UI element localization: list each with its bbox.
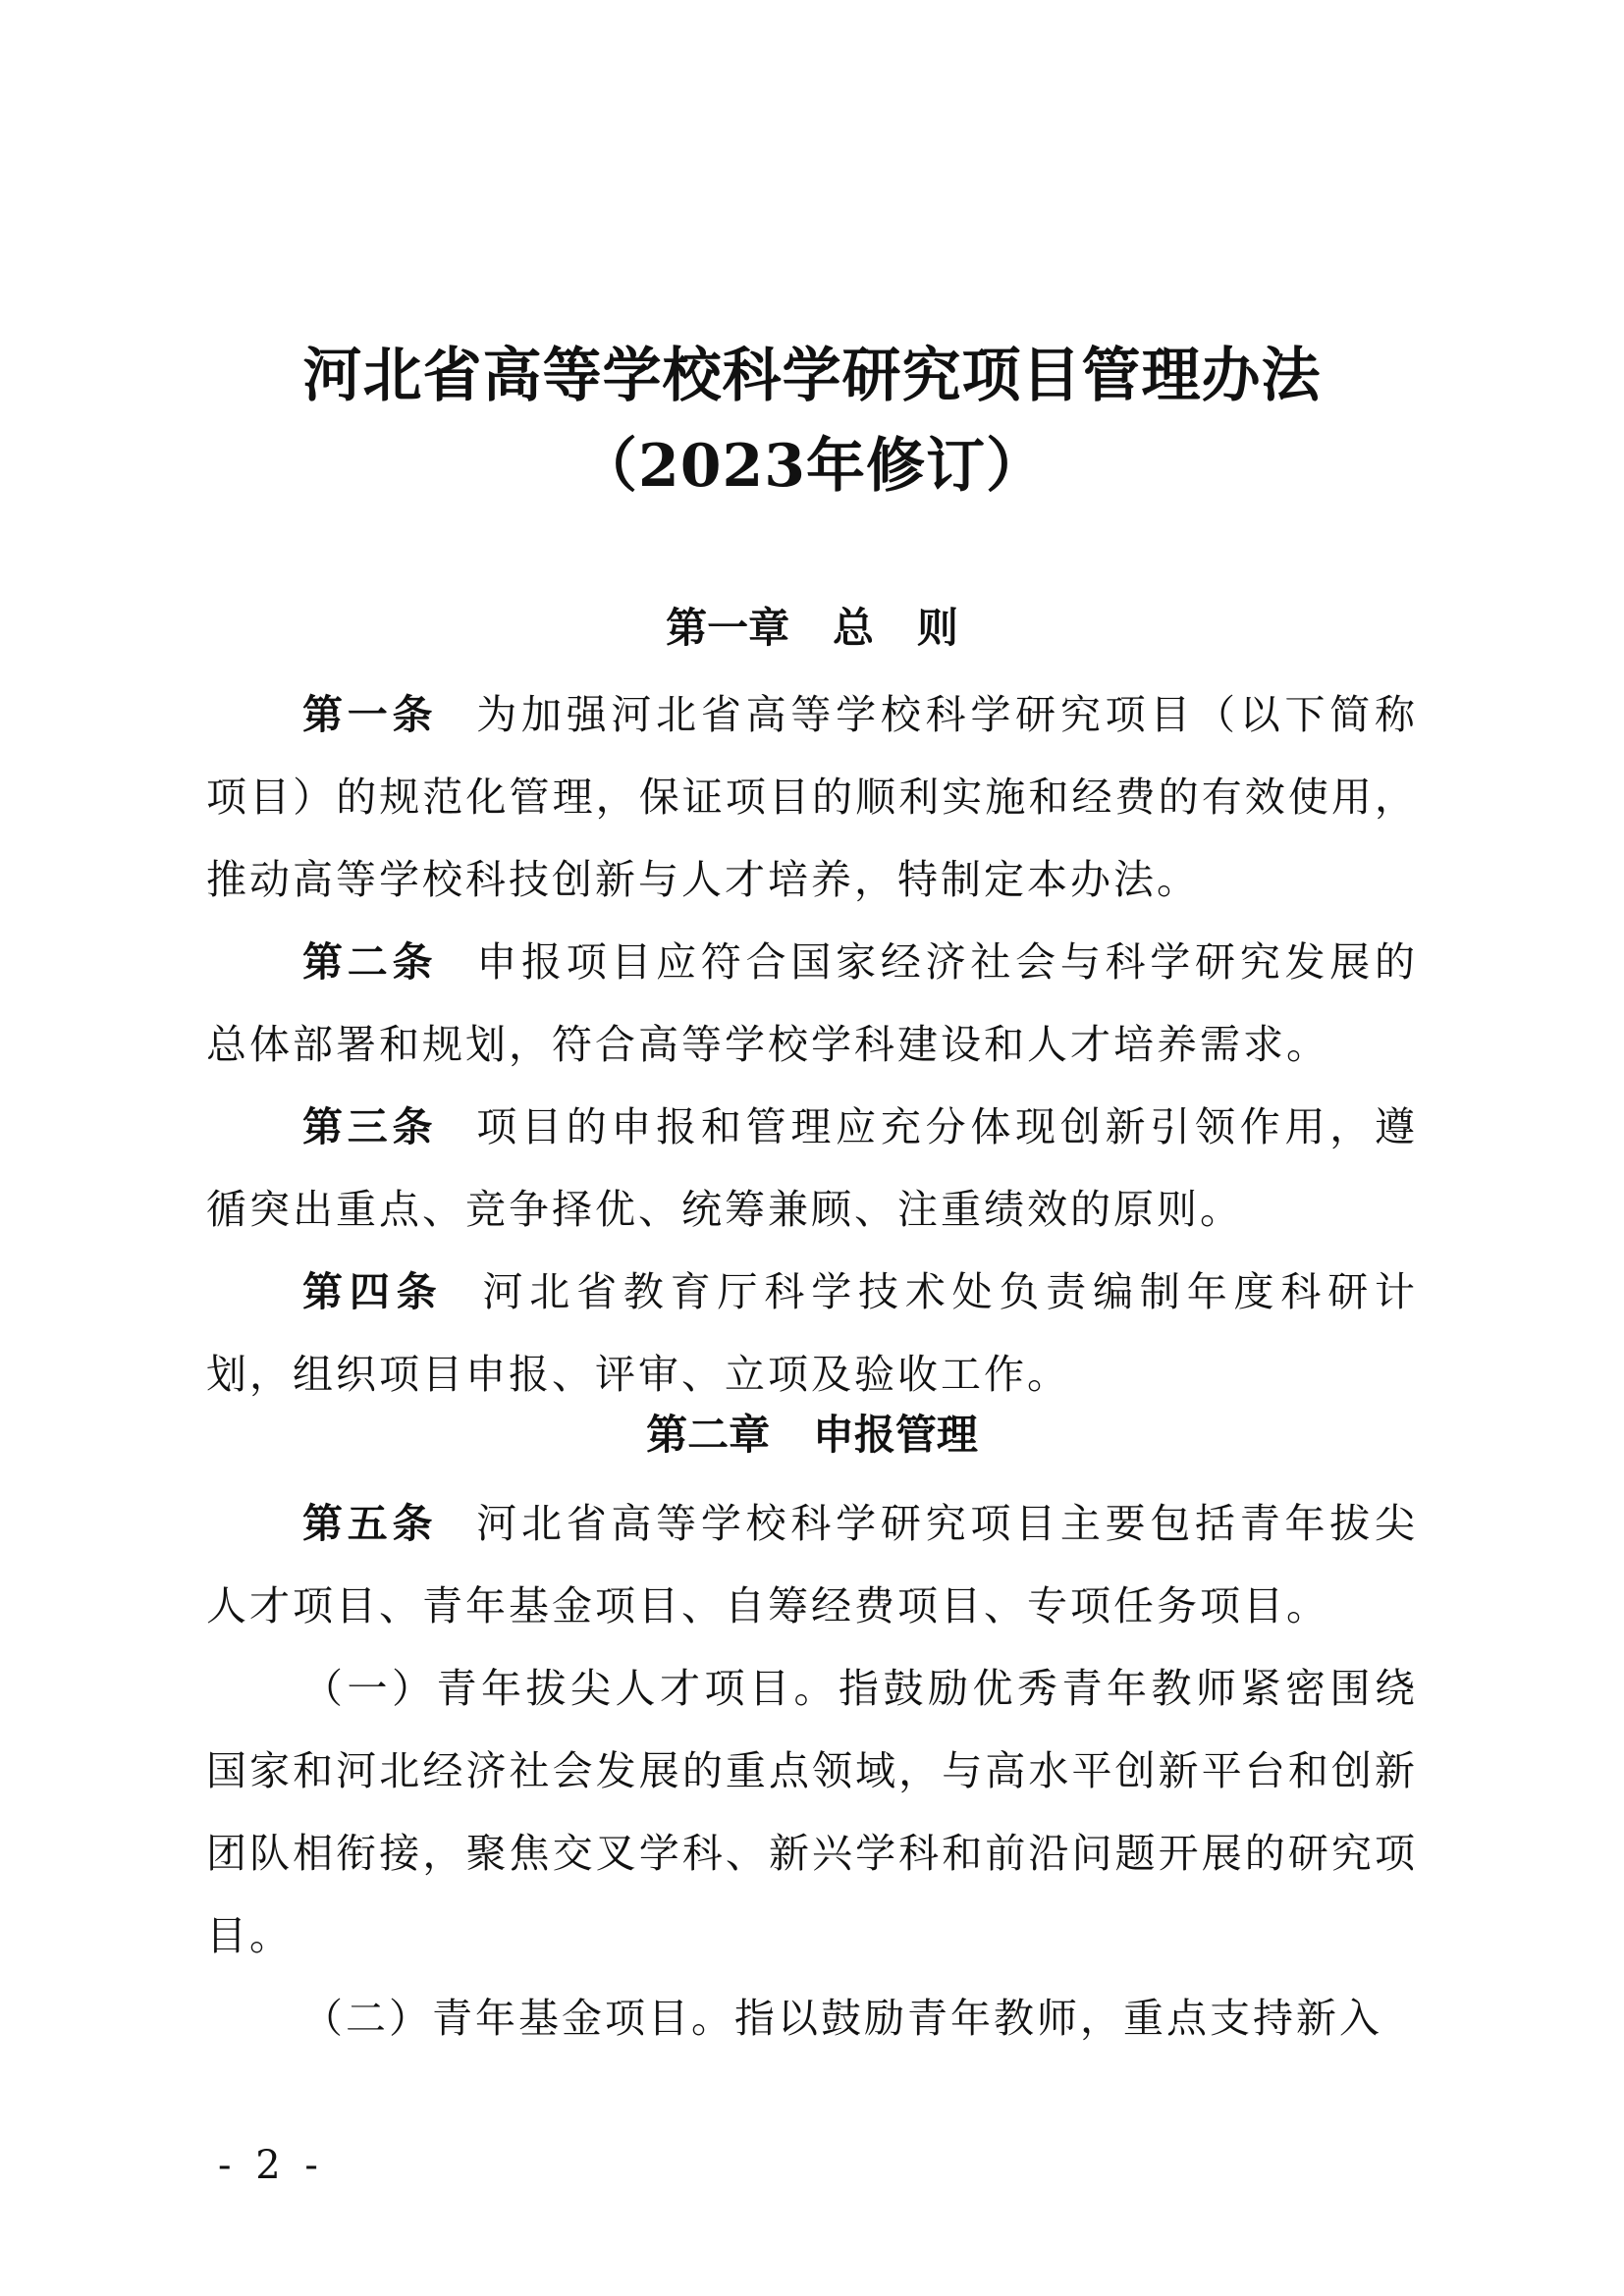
article-2 [206,921,1418,1086]
article-text: 项目的申报和管理应充分体现创新引领作用，遵循突出重点、竞争择优、统筹兼顾、注重绩效的原则。 [206,1103,1418,1233]
article-text: 申报项目应符合国家经济社会与科学研究发展的总体部署和规划，符合高等学校学科建设和人才培养需求。 [206,938,1418,1068]
chapter-2-heading: 第二章 申报管理 [646,1411,978,1459]
article-label: 第二条 [302,938,438,986]
list-item: （二）青年基金项目。指以鼓励青年教师，重点支持新入 [302,1995,1382,2042]
document-title: 河北省高等学校科学研究项目管理办法 [302,342,1322,410]
article-label: 第一条 [302,691,438,738]
article-text: 河北省教育厅科学技术处负责编制年度科研计划，组织项目申报、评审、立项及验收工作。 [206,1268,1419,1398]
article-text: 为加强河北省高等学校科学研究项目（以下简称项目）的规范化管理，保证项目的顺利实施和经费的有效使用，推动高等学校科技创新与人才培养，特制定本办法。 [206,691,1418,903]
document-subtitle: （2023年修订） [578,432,1046,501]
article-label: 第四条 [302,1268,444,1315]
chapter-1-heading: 第一章 总 则 [666,604,958,652]
article-label: 第三条 [302,1103,438,1150]
article-4 [206,1251,1418,1415]
page-number: - 2 - [218,2143,324,2188]
article-3 [206,1086,1418,1251]
list-item: （一）青年拔尖人才项目。指鼓励优秀青年教师紧密围绕国家和河北经济社会发展的重点领域，与高水平创新平台和创新团队相衔接，聚焦交叉学科、新兴学科和前沿问题开展的研究项目。 [206,1665,1418,1959]
article-text: 河北省高等学校科学研究项目主要包括青年拔尖人才项目、青年基金项目、自筹经费项目、专项任务项目。 [206,1500,1418,1629]
article-1 [206,673,1418,921]
article-label: 第五条 [302,1500,438,1547]
article-5 [206,1482,1418,1647]
